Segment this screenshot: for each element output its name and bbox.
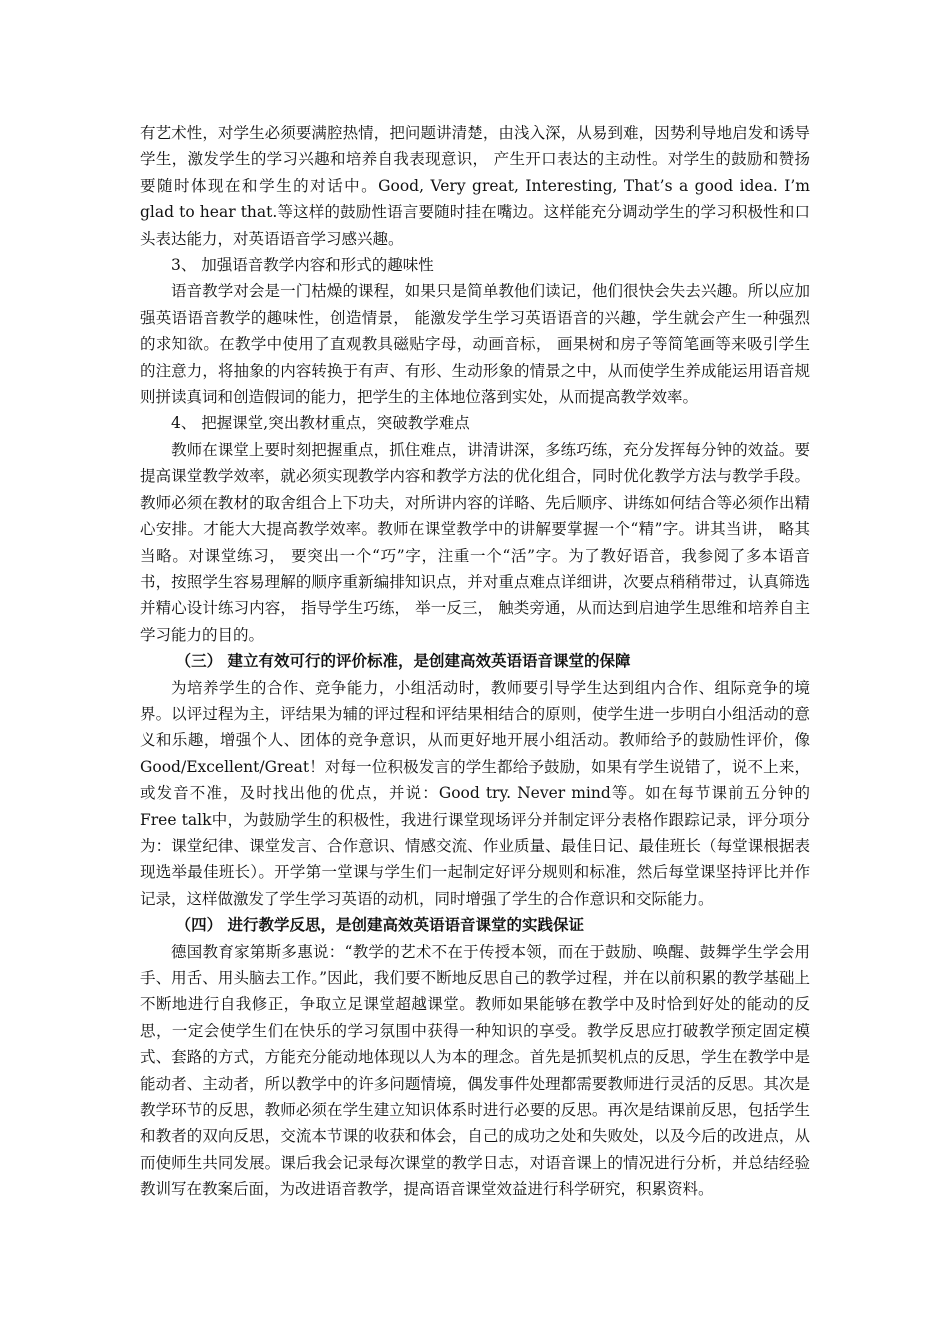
section-heading-3: 3、 加强语音教学内容和形式的趣味性 [171, 256, 434, 275]
paragraph-continuation: 有艺术性，对学生必须要满腔热情，把问题讲清楚，由浅入深，从易到难，因势利导地启发和诱导学生，激发学生的学习兴趣和培养自我表现意识， 产生开口表达的主动性。对学生的鼓励和赞扬要随时体现在和学生的对话中。Good, Very great, Interesting, That’s a good idea. I’m glad to hear that.等这样的鼓励性语言要随时挂在嘴边。这样能充分调动学生的学习积极性和口头表达能力，对英语语音学习感兴趣。 [140, 124, 810, 248]
section-heading-si: （四） 进行教学反思，是创建高效英语语音课堂的实践保证 [175, 915, 585, 935]
paragraph-si: 德国教育家第斯多惠说：“教学的艺术不在于传授本领，而在于鼓励、唤醒、鼓舞学生学会用手、用舌、用头脑去工作。”因此，我们要不断地反思自己的教学过程，并在以前积累的教学基础上不断地进行自我修正，争取立足课堂超越课堂。教师如果能够在教学中及时恰到好处的能动的反思，一定会使学生们在快乐的学习氛围中获得一种知识的享受。教学反思应打破教学预定固定模式、套路的方式，方能充分能动地体现以人为本的理念。首先是抓契机点的反思，学生在教学中是能动者、主动者，所以教学中的许多问题情境，偶发事件处理都需要教师进行灵活的反思。其次是教学环节的反思，教师必须在学生建立知识体系时进行必要的反思。再次是结课前反思，包括学生和教者的双向反思，交流本节课的收获和体会，自己的成功之处和失败处，以及今后的改进点，从而使师生共同发展。课后我会记录每次课堂的教学日志，对语音课上的情况进行分析，并总结经验教训写在教案后面，为改进语音教学，提高语音课堂效益进行科学研究，积累资料。 [140, 942, 810, 1199]
paragraph-san: 为培养学生的合作、竞争能力，小组活动时，教师要引导学生达到组内合作、组际竞争的境界。以评过程为主，评结果为辅的评过程和评结果相结合的原则，使学生进一步明白小组活动的意义和乐趣，增强个人、团体的竞争意识，从而更好地开展小组活动。教师给予的鼓励性评价，像Good/Excellent/Great！对每一位积极发言的学生都给予鼓励，如果有学生说错了，说不上来，或发音不准，及时找出他的优点，并说：Good try. Never mind等。如在每节课前五分钟的Free talk中，为鼓励学生的积极性，我进行课堂现场评分并制定评分表格作跟踪记录，评分项分为：课堂纪律、课堂发言、合作意识、情感交流、作业质量、最佳日记、最佳班长（每堂课根据表现选举最佳班长）。开学第一堂课与学生们一起制定好评分规则和标准，然后每堂课坚持评比并作记录，这样做激发了学生学习英语的动机，同时增强了学生的合作意识和交际能力。 [140, 678, 810, 908]
section-heading-4: 4、 把握课堂,突出教材重点，突破教学难点 [171, 414, 470, 433]
document-page [140, 120, 810, 1203]
paragraph-4: 教师在课堂上要时刻把握重点，抓住难点，讲清讲深，多练巧练，充分发挥每分钟的效益。要提高课堂教学效率，就必须实现教学内容和教学方法的优化组合，同时优化教学方法与教学手段。教师必须在教材的取舍组合上下功夫，对所讲内容的详略、先后顺序、讲练如何结合等必须作出精心安排。才能大大提高教学效率。教师在课堂教学中的讲解要掌握一个“精”字。讲其当讲， 略其当略。对课堂练习， 要突出一个“巧”字，注重一个“活”字。为了教好语音，我参阅了多本语音书，按照学生容易理解的顺序重新编排知识点，并对重点难点详细讲，次要点稍稍带过，认真筛选并精心设计练习内容， 指导学生巧练， 举一反三， 触类旁通，从而达到启迪学生思维和培养自主学习能力的目的。 [140, 440, 810, 644]
section-heading-san: （三） 建立有效可行的评价标准，是创建高效英语语音课堂的保障 [175, 651, 631, 671]
paragraph-3: 语音教学对会是一门枯燥的课程，如果只是简单教他们读记，他们很快会失去兴趣。所以应加强英语语音教学的趣味性，创造情景， 能激发学生学习英语语音的兴趣，学生就会产生一种强烈的求知欲。在教学中使用了直观教具磁贴字母，动画音标， 画果树和房子等简笔画等来吸引学生的注意力，将抽象的内容转换于有声、有形、生动形象的情景之中，从而使学生养成能运用语音规则拼读真词和创造假词的能力，把学生的主体地位落到实处，从而提高教学效率。 [140, 282, 810, 407]
